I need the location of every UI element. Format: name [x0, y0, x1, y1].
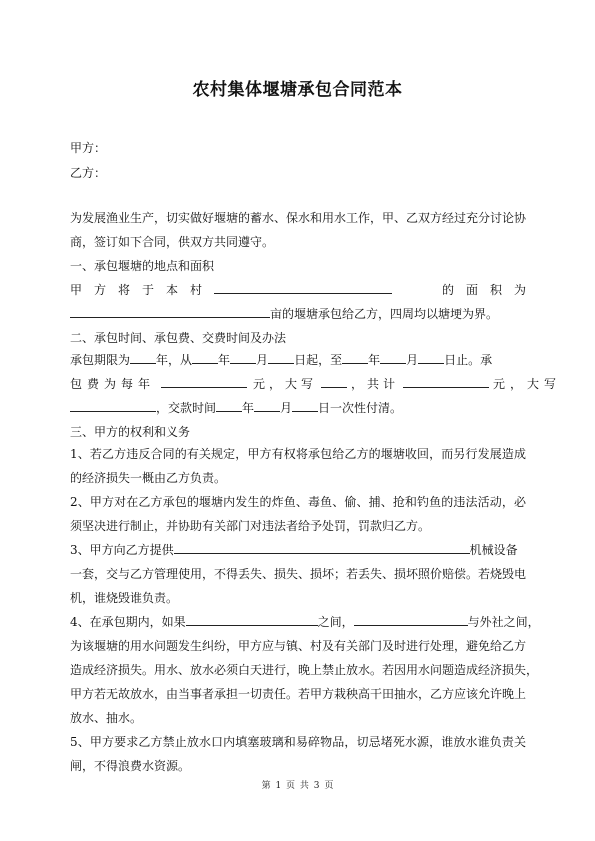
party-blank-2 [354, 614, 468, 626]
section-2-heading: 二、承包时间、承包费、交费时间及办法 [70, 331, 287, 345]
item-3-line-1: 3、甲方向乙方提供 机械设备 [70, 543, 518, 557]
document-title: 农村集体堰塘承包合同范本 [192, 80, 403, 100]
item-1-line-1: 1、若乙方违反合同的有关规定，甲方有权将承包给乙方的堰塘收回，而另行发展造成 [70, 447, 526, 461]
item-2-line-2: 须坚决进行制止，并协助有关部门对违法者给予处罚，罚款归乙方。 [70, 519, 431, 533]
item-4-line-3: 造成经济损失。用水、放水必须白天进行，晚上禁止放水。若因用水问题造成经济损失， [70, 663, 539, 677]
section-1-line-2: 亩的堰塘承包给乙方，四周均以塘埂为界。 [70, 306, 526, 323]
intro-line-2: 商，签订如下合同，供双方共同遵守。 [70, 235, 275, 249]
party-blank-1 [186, 614, 318, 626]
party-a-label: 甲方： [70, 141, 107, 155]
section-1-heading: 一、承包堰塘的地点和面积 [70, 259, 215, 273]
item-3-line-2: 一套，交与乙方管理使用，不得丢失、损失、损坏；若丢失、损坏照价赔偿。若烧毁电 [70, 567, 527, 581]
section-1-line-1: 甲 方 将 于 本 村 的 面 积 为 [70, 283, 526, 297]
item-4-line-2: 为该堰塘的用水问题发生纠纷，甲方应与镇、村及有关部门及时进行处理，避免给乙方 [70, 639, 527, 653]
equipment-blank [174, 542, 470, 554]
item-5-line-2: 闸，不得浪费水资源。 [70, 759, 191, 773]
section-2-line-1: 承包期限为 年，从 年 月 日起，至 年 月 日止。承 [70, 353, 493, 367]
item-4-line-5: 放水、抽水。 [70, 711, 143, 725]
item-2-line-1: 2、甲方对在乙方承包的堰塘内发生的炸鱼、毒鱼、偷、捕、抢和钓鱼的违法活动，必 [70, 495, 526, 509]
item-5-line-1: 5、甲方要求乙方禁止放水口内填塞玻璃和易碎物品，切忌堵死水源，谁放水谁负责关 [70, 735, 526, 749]
section-2-line-3: ，交款时间 年 月 日一次性付清。 [70, 400, 526, 417]
item-3-line-3: 机，谁烧毁谁负责。 [70, 591, 179, 605]
location-blank [214, 282, 392, 294]
item-4-line-1: 4、在承包期内，如果 之间， 与外社之间， [70, 615, 540, 629]
area-blank [70, 306, 270, 318]
page-number-footer: 第 1 页 共 3 页 [261, 781, 334, 791]
intro-line-1: 为发展渔业生产，切实做好堰塘的蓄水、保水和用水工作，甲、乙双方经过充分讨论协 [70, 211, 527, 225]
section-3-heading: 三、甲方的权利和义务 [70, 425, 191, 439]
item-4-line-4: 甲方若无故放水，由当事者承担一切责任。若甲方栽秧高干田抽水，乙方应该允许晚上 [70, 687, 527, 701]
party-b-label: 乙方： [70, 166, 107, 180]
item-1-line-2: 的经济损失一概由乙方负责。 [70, 471, 227, 485]
section-2-line-2: 包费为每年 元，大写 ，共计 元，大写 [70, 377, 562, 391]
